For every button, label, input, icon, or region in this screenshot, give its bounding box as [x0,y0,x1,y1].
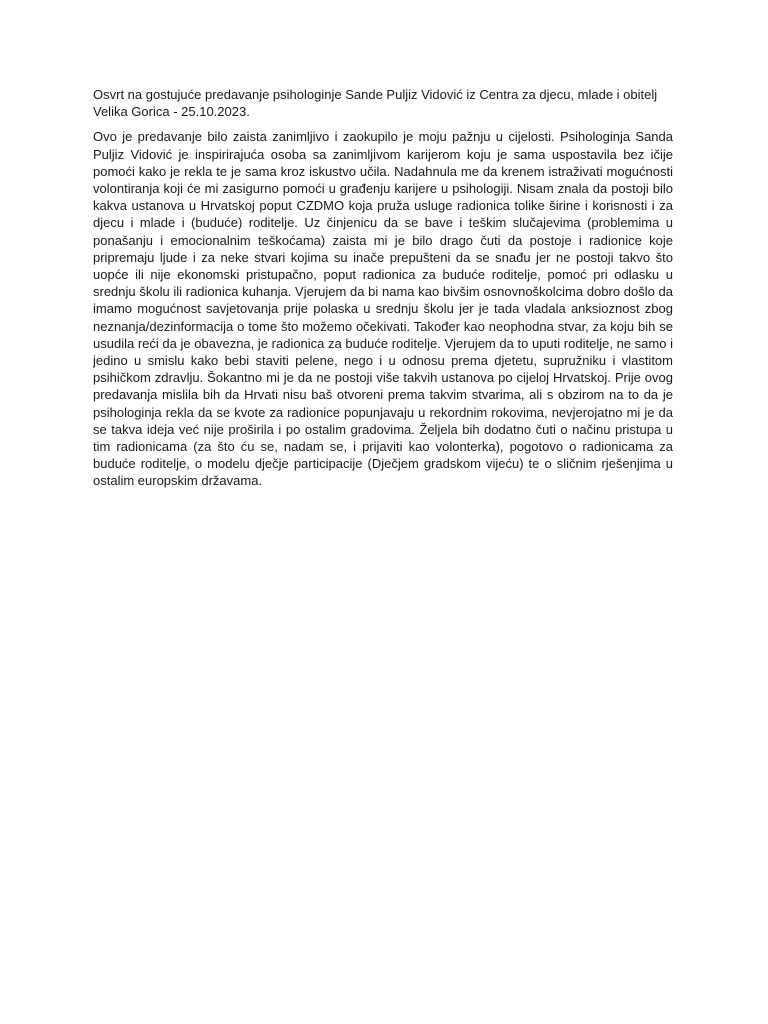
document-content [93,86,673,490]
document-title: Osvrt na gostujuće predavanje psihologinje Sande Puljiz Vidović iz Centra za djecu, mlade i obitelj Velika Gorica - 25.10.2023. [93,87,658,120]
document-paragraph: Ovo je predavanje bilo zaista zanimljivo i zaokupilo je moju pažnju u cijelosti. Psihologinja Sanda Puljiz Vidović je inspirirajuća osoba sa zanimljivom karijerom koju je sama uspostavila bez ičije pomoći kako je rekla te je sama kroz iskustvo učila. Nadahnula me da krenem istraživati mogućnosti volontiranja koji će mi zasigurno pomoći u građenju karijere u psihologiji. Nisam znala da postoji bilo kakva ustanova u Hrvatskoj poput CZDMO koja pruža usluge radionica tolike širine i korisnosti i za djecu i mlade i (buduće) roditelje. Uz činjenicu da se bave i teškim slučajevima (problemima u ponašanju i emocionalnim teškoćama) zaista mi je bilo drago čuti da postoje i radionice koje pripremaju ljude i za neke stvari kojima su inače prepušteni da se snađu jer ne postoji takvo što uopće ili nije ekonomski pristupačno, poput radionica za buduće roditelje, pomoć pri odlasku u srednju školu ili radionica kuhanja. Vjerujem da bi nama kao bivšim osnovnoškolcima dobro došlo da imamo mogućnost savjetovanja prije polaska u srednju školu jer je tada vladala anksioznost zbog neznanja/dezinformacija o tome što možemo očekivati. Također kao neophodna stvar, za koju bih se usudila reći da je obavezna, je radionica za buduće roditelje. Vjerujem da to uputi roditelje, ne samo i jedino u smislu kako bebi staviti pelene, nego i u odnosu prema djetetu, supružniku i vlastitom psihičkom zdravlju. Šokantno mi je da ne postoji više takvih ustanova po cijeloj Hrvatskoj. Prije ovog predavanja mislila bih da Hrvati nisu baš otvoreni prema takvim stvarima, ali s obzirom na to da je psihologinja rekla da se kvote za radionice popunjavaju u rekordnim rokovima, nevjerojatno mi je da se takva ideja već nije proširila i po ostalim gradovima. Željela bih dodatno čuti o načinu pristupa u tim radionicama (za što ću se, nadam se, i prijaviti kao volonterka), pogotovo o radionicama za buduće roditelje, o modelu dječje participacije (Dječjem gradskom vijeću) te o sličnim rješenjima u ostalim europskim državama. [93,129,673,489]
